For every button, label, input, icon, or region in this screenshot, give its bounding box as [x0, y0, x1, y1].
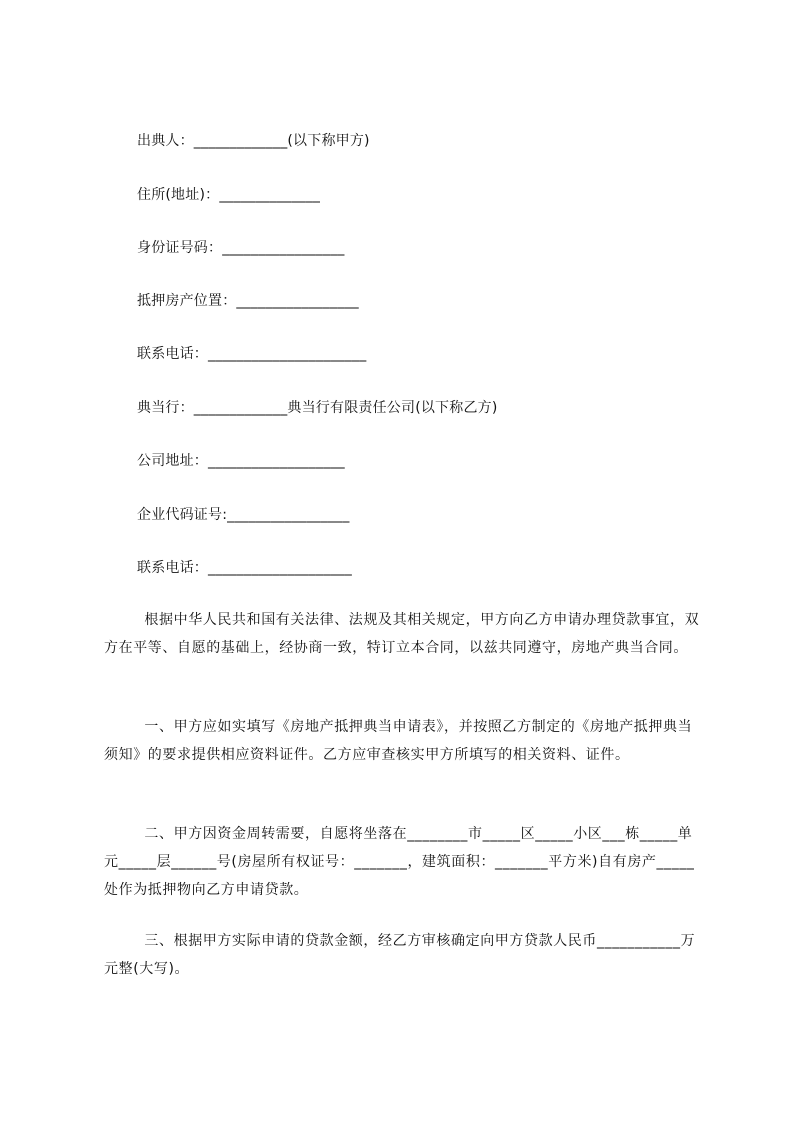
- pawner-address-line: 住所(地址)：______________: [137, 187, 321, 203]
- pawnshop-name-line: 典当行：_____________典当行有限责任公司(以下称乙方): [137, 400, 498, 416]
- preamble-paragraph: [104, 606, 704, 662]
- company-address-line: 公司地址：___________________: [137, 453, 345, 469]
- clause-two-paragraph: [104, 820, 704, 904]
- clause-one-paragraph: [104, 713, 704, 769]
- pawner-name-line: 出典人：_____________(以下称甲方): [137, 133, 370, 149]
- preamble-text: 根据中华人民共和国有关法律、法规及其相关规定，甲方向乙方申请办理贷款事宜，双方在平等、自愿的基础上，经协商一致，特订立本合同，以兹共同遵守，房地产典当合同。: [104, 612, 700, 656]
- clause-two-text: 二、甲方因资金周转需要，自愿将坐落在________市_____区_____小区___栋_____单元_____层______号(房屋所有权证号：_______，建筑面积：_______平方米)自有房产_____处作为抵押物向乙方申请贷款。: [104, 826, 695, 898]
- enterprise-code-line: 企业代码证号:_________________: [137, 507, 350, 523]
- pawnshop-phone-line: 联系电话：____________________: [137, 560, 352, 576]
- pawner-phone-line: 联系电话：______________________: [137, 346, 367, 362]
- clause-three-text: 三、根据甲方实际申请的贷款金额，经乙方审核确定向甲方贷款人民币___________万元整(大写)。: [104, 933, 696, 977]
- clause-three-paragraph: [104, 927, 704, 983]
- clause-one-text: 一、甲方应如实填写《房地产抵押典当申请表》，并按照乙方制定的《房地产抵押典当须知》的要求提供相应资料证件。乙方应审查核实甲方所填写的相关资料、证件。: [104, 719, 693, 763]
- pawner-id-number-line: 身份证号码：_________________: [137, 240, 345, 256]
- mortgaged-property-location-line: 抵押房产位置：_________________: [137, 293, 359, 309]
